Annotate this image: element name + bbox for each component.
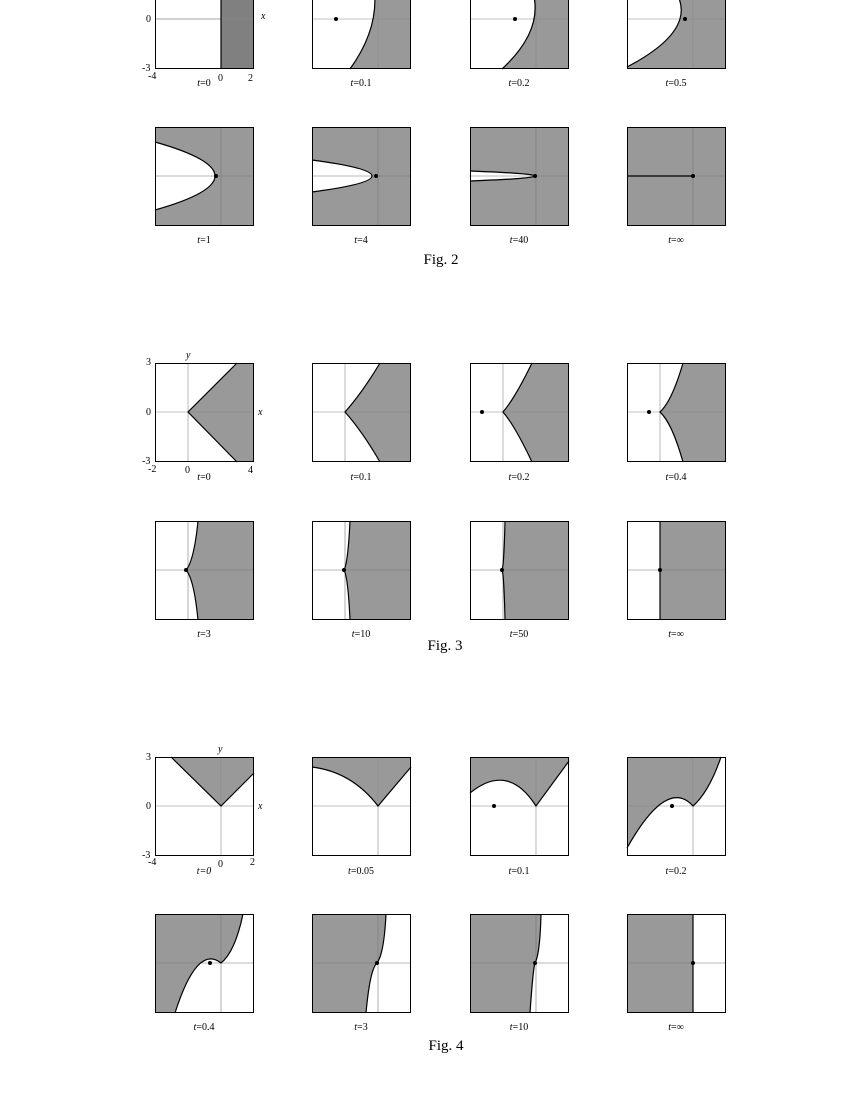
fig4-label-5: t=0.4 xyxy=(193,1022,215,1033)
fig2-panel-3 xyxy=(470,0,569,69)
fig3-tick-y-bot: -3 xyxy=(142,456,151,467)
fig4-caption: Fig. 4 xyxy=(428,1038,464,1054)
fig4-panel-3 xyxy=(470,757,569,856)
fig2-label-1: t=0 xyxy=(197,78,211,89)
fig2-label-3: t=0.2 xyxy=(508,78,530,89)
fig3-label-6: t=10 xyxy=(351,629,371,640)
fig2-panel-7 xyxy=(470,127,569,226)
fig4-tick-y-top: 3 xyxy=(146,752,151,763)
fig3-label-7: t=50 xyxy=(509,629,529,640)
fig3-label-5: t=3 xyxy=(197,629,211,640)
fig3-label-8: t=∞ xyxy=(668,629,684,640)
fig3-tick-y-mid: 0 xyxy=(146,407,151,418)
fig2-label-7: t=40 xyxy=(509,235,529,246)
fig3-y-axis-label: y xyxy=(186,350,191,361)
fig4-label-6: t=3 xyxy=(354,1022,368,1033)
fig2-label-2: t=0.1 xyxy=(350,78,372,89)
fig3-panel-3 xyxy=(470,363,569,462)
fig2-panel-4 xyxy=(627,0,726,69)
fig2-panel-6 xyxy=(312,127,411,226)
fig2-tick-x-right: 2 xyxy=(248,73,253,84)
fig3-panel-4 xyxy=(627,363,726,462)
fig2-tick-x-zero: 0 xyxy=(218,73,223,84)
fig2-label-5: t=1 xyxy=(197,235,211,246)
fig2-tick-y-bot: -3 xyxy=(142,63,151,74)
fig4-panel-6 xyxy=(312,914,411,1013)
fig3-label-3: t=0.2 xyxy=(508,472,530,483)
fig3-x-axis-label: x xyxy=(258,407,263,418)
fig3-caption: Fig. 3 xyxy=(427,638,463,654)
fig3-panel-6 xyxy=(312,521,411,620)
fig3-label-4: t=0.4 xyxy=(665,472,687,483)
fig4-tick-y-bot: -3 xyxy=(142,850,151,861)
fig2-panel-2 xyxy=(312,0,411,69)
fig3-label-2: t=0.1 xyxy=(350,472,372,483)
fig2-x-axis-label: x xyxy=(261,11,266,22)
fig3-panel-5 xyxy=(155,521,254,620)
fig4-panel-5 xyxy=(155,914,254,1013)
fig4-label-7: t=10 xyxy=(509,1022,529,1033)
fig3-panel-7 xyxy=(470,521,569,620)
fig2-label-8: t=∞ xyxy=(668,235,684,246)
fig2-panel-5 xyxy=(155,127,254,226)
fig3-panel-1 xyxy=(155,363,254,462)
fig4-x-axis-label: x xyxy=(258,801,263,812)
fig2-label-6: t=4 xyxy=(354,235,368,246)
fig4-tick-x-left: -4 xyxy=(148,857,157,868)
fig3-tick-x-left: -2 xyxy=(148,464,157,475)
fig3-panel-8 xyxy=(627,521,726,620)
fig4-label-1: t=0 xyxy=(196,866,212,877)
fig3-panel-2 xyxy=(312,363,411,462)
fig4-label-4: t=0.2 xyxy=(665,866,687,877)
fig4-label-8: t=∞ xyxy=(668,1022,684,1033)
fig4-tick-y-mid: 0 xyxy=(146,801,151,812)
fig4-tick-x-zero: 0 xyxy=(218,859,223,870)
fig4-panel-7 xyxy=(470,914,569,1013)
fig4-label-2: t=0.05 xyxy=(348,866,374,877)
fig3-tick-x-zero: 0 xyxy=(185,465,190,476)
fig2-caption: Fig. 2 xyxy=(423,252,459,268)
fig2-tick-x-left: -4 xyxy=(148,71,157,82)
fig4-y-axis-label: y xyxy=(218,744,223,755)
fig2-panel-1 xyxy=(155,0,254,69)
fig2-panel-8 xyxy=(627,127,726,226)
fig4-panel-2 xyxy=(312,757,411,856)
fig4-panel-4 xyxy=(627,757,726,856)
fig4-label-3: t=0.1 xyxy=(508,866,530,877)
fig4-panel-1 xyxy=(155,757,254,856)
fig3-tick-y-top: 3 xyxy=(146,357,151,368)
fig3-tick-x-right: 4 xyxy=(248,465,253,476)
fig4-tick-x-right: 2 xyxy=(250,857,255,868)
fig3-label-1: t=0 xyxy=(197,472,211,483)
fig2-label-4: t=0.5 xyxy=(665,78,687,89)
fig4-panel-8 xyxy=(627,914,726,1013)
fig2-tick-y-mid: 0 xyxy=(146,14,151,25)
